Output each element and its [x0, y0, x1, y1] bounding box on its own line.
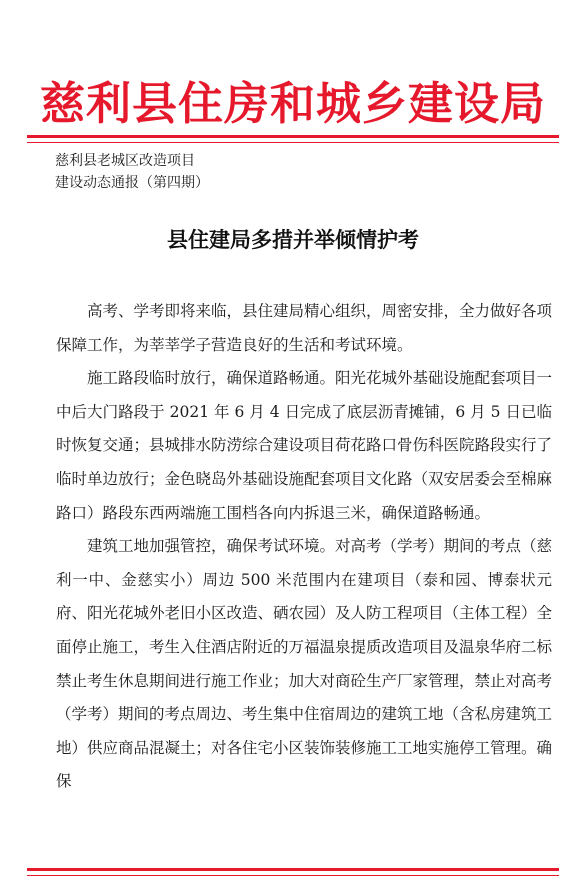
footer-rule-thick: [27, 868, 559, 871]
project-line: 慈利县老城区改造项目: [55, 153, 195, 169]
article-body: [56, 295, 552, 799]
paragraph-construction-control: 建筑工地加强管控，确保考试环境。对高考（学考）期间的考点（慈利一中、金慈实小）周边 500 米范围内在建项目（泰和园、博泰状元府、阳光花城外老旧小区改造、硒农园）及人防工程项目（主体工程）全面停止施工，考生入住酒店附近的万福温泉提质改造项目及温泉华府二标禁止考生休息期间进行施工作业；加大对商砼生产厂家管理，禁止对高考（学考）期间的考点周边、考生集中住宿周边的建筑工地（含私房建筑工地）供应商品混凝土；对各住宅小区装饰装修施工工地实施停工管理。确保: [56, 537, 553, 791]
article-title: 县住建局多措并举倾情护考: [167, 228, 419, 252]
header-rule-thick: [27, 135, 559, 138]
footer-rule-thin: [27, 875, 559, 876]
bulletin-issue-line: 建设动态通报（第四期）: [55, 175, 209, 191]
paragraph-road-measures: 施工路段临时放行，确保道路畅通。阳光花城外基础设施配套项目一中后大门路段于 2021 年 6 月 4 日完成了底层沥青摊铺，6 月 5 日已临时恢复交通；县城排水防涝综合建设项目荷花路口骨伤科医院路段实行了临时单边放行；金色晓岛外基础设施配套项目文化路（双安居委会至棉麻路口）路段东西两端施工围档各向内拆退三米，确保道路畅通。: [56, 369, 553, 522]
header-rule-thin: [27, 142, 559, 143]
organization-masthead: 慈利县住房和城乡建设局: [39, 77, 546, 130]
paragraph-intro: 高考、学考即将来临，县住建局精心组织，周密安排，全力做好各项保障工作，为莘莘学子营造良好的生活和考试环境。: [56, 302, 553, 354]
issue-info: [55, 150, 209, 194]
